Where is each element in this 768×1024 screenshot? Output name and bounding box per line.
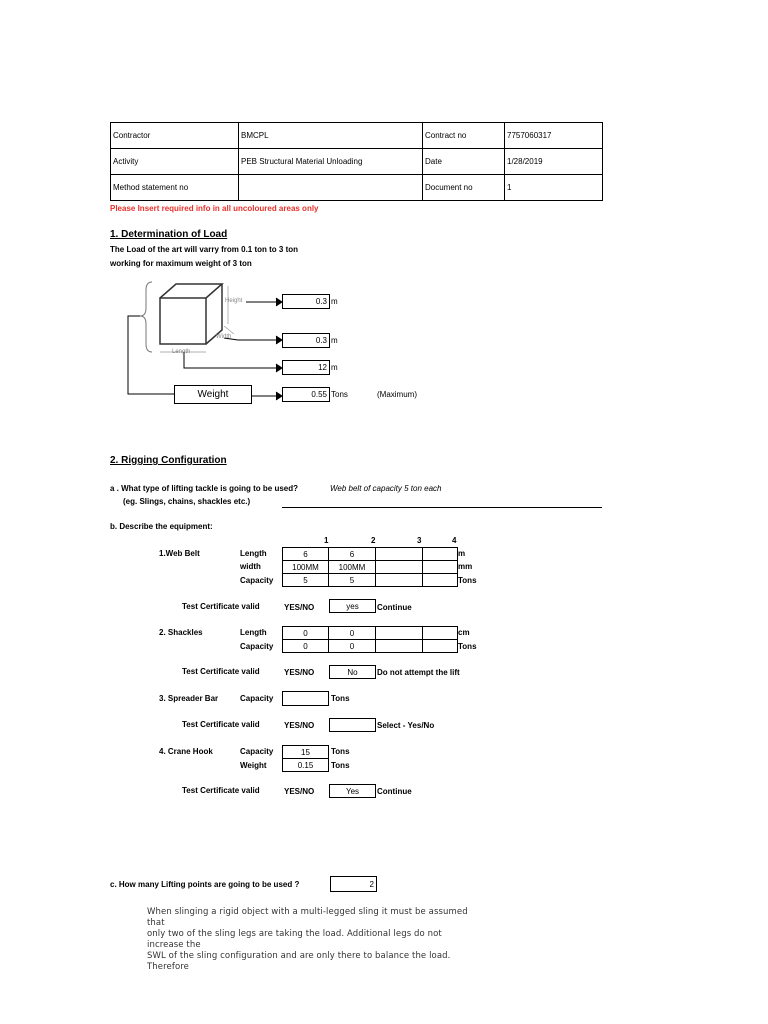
web-belt-length-2[interactable]: 6 — [329, 548, 376, 561]
contractor-label: Contractor — [111, 123, 239, 149]
question-c-label: c. How many Lifting points are going to be used ? — [110, 880, 300, 889]
web-belt-cert-select[interactable]: yes — [329, 599, 376, 613]
spreader-cert-result: Select - Yes/No — [377, 721, 435, 730]
activity-label: Activity — [111, 149, 239, 175]
contract-no-label: Contract no — [423, 123, 505, 149]
shackles-cert-label: Test Certificate valid — [182, 667, 260, 676]
date-label: Date — [423, 149, 505, 175]
crane-hook-weight-field[interactable]: 0.15 — [282, 758, 329, 772]
box-top — [160, 284, 222, 298]
length-label: Length — [172, 349, 191, 355]
sling-note-line: When slinging a rigid object with a multi-legged sling it must be assumed that — [147, 907, 468, 928]
shackles-length-4[interactable] — [423, 627, 458, 640]
spreader-unit: Tons — [331, 694, 350, 703]
web-belt-capacity-1[interactable]: 5 — [283, 574, 329, 587]
box-front — [160, 298, 206, 344]
answer-underline — [282, 507, 602, 508]
web-belt-width-3[interactable] — [376, 561, 423, 574]
table-row — [283, 640, 458, 653]
crane-hook-weight-label: Weight — [240, 761, 267, 770]
spreader-name: 3. Spreader Bar — [159, 694, 219, 703]
web-belt-width-2[interactable]: 100MM — [329, 561, 376, 574]
shackles-capacity-1[interactable]: 0 — [283, 640, 329, 653]
weight-field[interactable]: 0.55 — [282, 387, 330, 402]
shackles-capacity-4[interactable] — [423, 640, 458, 653]
web-belt-cert-label: Test Certificate valid — [182, 602, 260, 611]
shackles-length-2[interactable]: 0 — [329, 627, 376, 640]
shackles-length-3[interactable] — [376, 627, 423, 640]
shackles-capacity-label: Capacity — [240, 642, 274, 651]
web-belt-width-1[interactable]: 100MM — [283, 561, 329, 574]
shackles-cert-result: Do not attempt the lift — [377, 668, 460, 677]
shackles-name: 2. Shackles — [159, 628, 203, 637]
height-field[interactable]: 0.3 — [282, 294, 330, 309]
web-belt-grid — [282, 547, 458, 587]
document-no-label: Document no — [423, 175, 505, 201]
web-belt-length-3[interactable] — [376, 548, 423, 561]
spreader-capacity-field[interactable] — [282, 691, 329, 706]
shackles-length-unit: cm — [458, 628, 470, 637]
shackles-grid — [282, 626, 458, 653]
width-connector — [224, 338, 280, 340]
shackles-length-label: Length — [240, 628, 267, 637]
crane-hook-name: 4. Crane Hook — [159, 747, 213, 756]
length-field[interactable]: 12 — [282, 360, 330, 375]
crane-hook-cert-select[interactable]: Yes — [329, 784, 376, 798]
web-belt-length-4[interactable] — [423, 548, 458, 561]
sling-note-line: only two of the sling legs are taking the load. Additional legs do not increase the — [147, 929, 442, 950]
height-unit: m — [331, 297, 338, 306]
shackles-capacity-3[interactable] — [376, 640, 423, 653]
weight-unit: Tons — [331, 390, 348, 399]
web-belt-width-4[interactable] — [423, 561, 458, 574]
question-a-sub: (eg. Slings, chains, shackles etc.) — [123, 497, 251, 506]
crane-hook-capacity-unit: Tons — [331, 747, 350, 756]
weight-connector — [128, 316, 174, 394]
section1-title: 1. Determination of Load — [110, 229, 228, 240]
web-belt-width-unit: mm — [458, 562, 473, 571]
web-belt-capacity-3[interactable] — [376, 574, 423, 587]
notice-text: Please Insert required info in all uncoloured areas only — [110, 204, 319, 213]
section2-title: 2. Rigging Configuration — [110, 455, 227, 466]
weight-note: (Maximum) — [377, 390, 417, 399]
box-icon — [160, 284, 222, 344]
sling-note — [147, 907, 477, 973]
crane-hook-cert-label: Test Certificate valid — [182, 786, 260, 795]
crane-hook-weight-unit: Tons — [331, 761, 350, 770]
web-belt-capacity-2[interactable]: 5 — [329, 574, 376, 587]
crane-hook-cert-options: YES/NO — [284, 787, 315, 796]
web-belt-length-unit: m — [458, 549, 466, 558]
spreader-cert-select[interactable] — [329, 718, 376, 732]
column-1-header: 1 — [324, 536, 329, 545]
web-belt-cert-result: Continue — [377, 603, 412, 612]
sling-note-line: SWL of the sling configuration and are only there to balance the load. Therefore — [147, 951, 451, 972]
column-4-header: 4 — [452, 536, 457, 545]
shackles-capacity-2[interactable]: 0 — [329, 640, 376, 653]
weight-label-box: Weight — [174, 385, 252, 404]
web-belt-length-1[interactable]: 6 — [283, 548, 329, 561]
web-belt-name: 1.Web Belt — [159, 549, 200, 558]
question-a-label: a . What type of lifting tackle is going to be used? — [110, 484, 299, 493]
web-belt-width-label: width — [240, 562, 261, 571]
width-field[interactable]: 0.3 — [282, 333, 330, 348]
shackles-cert-select[interactable]: No — [329, 665, 376, 679]
table-row — [283, 627, 458, 640]
web-belt-cert-options: YES/NO — [284, 603, 315, 612]
spreader-cert-options: YES/NO — [284, 721, 315, 730]
document-no-field[interactable]: 1 — [505, 175, 603, 201]
question-a-answer[interactable]: Web belt of capacity 5 ton each — [330, 484, 442, 493]
web-belt-length-label: Length — [240, 549, 267, 558]
web-belt-capacity-unit: Tons — [458, 576, 477, 585]
header-table — [110, 122, 603, 201]
column-2-header: 2 — [371, 536, 376, 545]
table-row — [283, 548, 458, 561]
lifting-points-field[interactable]: 2 — [330, 876, 377, 892]
crane-hook-cert-result: Continue — [377, 787, 412, 796]
method-statement-field[interactable] — [239, 175, 423, 201]
shackles-capacity-unit: Tons — [458, 642, 477, 651]
shackles-cert-options: YES/NO — [284, 668, 315, 677]
web-belt-capacity-4[interactable] — [423, 574, 458, 587]
width-label: Width — [216, 334, 232, 340]
width-dim — [224, 326, 234, 334]
web-belt-capacity-label: Capacity — [240, 576, 274, 585]
crane-hook-capacity-label: Capacity — [240, 747, 274, 756]
table-row — [283, 574, 458, 587]
activity-field[interactable]: PEB Structural Material Unloading — [239, 149, 423, 175]
section1-line1: The Load of the art will varry from 0.1 ton to 3 ton — [110, 245, 299, 254]
column-3-header: 3 — [417, 536, 422, 545]
contract-no-field[interactable]: 7757060317 — [505, 123, 603, 149]
question-b-label: b. Describe the equipment: — [110, 522, 213, 531]
brace-shape — [140, 282, 152, 352]
shackles-length-1[interactable]: 0 — [283, 627, 329, 640]
crane-hook-capacity-field[interactable]: 15 — [282, 745, 329, 759]
method-statement-label: Method statement no — [111, 175, 239, 201]
width-unit: m — [331, 336, 338, 345]
date-field[interactable]: 1/28/2019 — [505, 149, 603, 175]
spreader-cert-label: Test Certificate valid — [182, 720, 260, 729]
spreader-capacity-label: Capacity — [240, 694, 274, 703]
table-row — [283, 561, 458, 574]
height-label: Height — [225, 298, 243, 304]
length-unit: m — [331, 363, 338, 372]
length-connector — [184, 352, 280, 368]
section1-line2: working for maximum weight of 3 ton — [110, 259, 252, 268]
contractor-field[interactable]: BMCPL — [239, 123, 423, 149]
